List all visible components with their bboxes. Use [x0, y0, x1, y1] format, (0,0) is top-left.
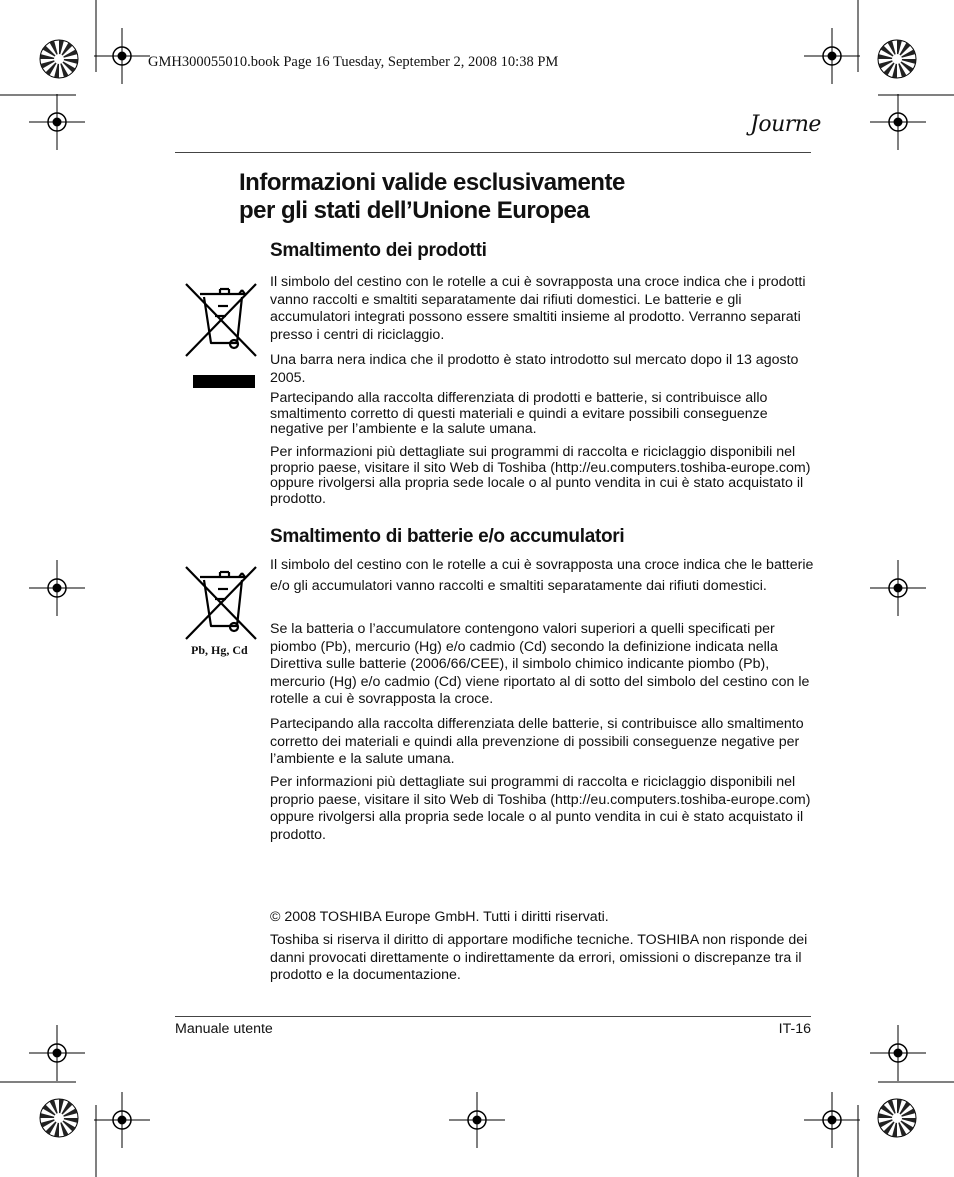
registration-starburst: [40, 1099, 78, 1137]
registration-crosshair: [870, 1025, 926, 1081]
registration-crosshair: [870, 560, 926, 616]
paragraph: Partecipando alla raccolta differenziata delle batterie, si contribuisce allo smaltimento corretto dei materiali e quindi alla prevenzione di possibili conseguenze negative per l’ambiente e la salute umana.: [270, 716, 804, 767]
paragraph: Se la batteria o l’accumulatore contengono valori superiori a quelli specificati per piombo (Pb), mercurio (Hg) e/o cadmio (Cd) secondo la definizione indicata nella Direttiva sulle batterie (2006/66/CEE), il simbolo chimico indicante piombo (Pb), mercurio (Hg) e/o cadmio (Cd) viene riportato al di sotto del simbolo del cestino con le rotelle a cui è sovrapposta la croce.: [270, 621, 810, 707]
registration-starburst: [40, 40, 78, 78]
copyright-notice: © 2008 TOSHIBA Europe GmbH. Tutti i diritti riservati.: [270, 909, 609, 925]
paragraph: Il simbolo del cestino con le rotelle a cui è sovrapposta una croce indica che le batterie e/o gli accumulatori vanno raccolti e smaltiti separatamente dai rifiuti domestici.: [270, 557, 814, 594]
registration-crosshair: [29, 560, 85, 616]
paragraph: Per informazioni più dettagliate sui programmi di raccolta e riciclaggio disponibili nel proprio paese, visitare il sito Web di Toshiba (http://eu.computers.toshiba-europe.com) oppure rivolgersi alla propria sede locale o al punto vendita in cui è stato acquistato il prodotto.: [270, 444, 811, 507]
registration-crosshair: [94, 1092, 150, 1148]
page-title-line-1: Informazioni valide esclusivamente: [239, 169, 625, 196]
section-heading-products: Smaltimento dei prodotti: [270, 240, 487, 261]
registration-crosshair: [29, 94, 85, 150]
crossed-out-wheelie-bin-icon: [182, 563, 262, 643]
disclaimer-text: Toshiba si riserva il diritto di apportare modifiche tecniche. TOSHIBA non risponde dei danni provocati direttamente o indirettamente da errori, omissioni o discrepanze tra il prodotto e la documentazione.: [270, 932, 808, 983]
brand-logo: Journe: [750, 112, 821, 137]
black-bar-marker: [193, 375, 255, 388]
registration-crosshair: [29, 1025, 85, 1081]
registration-crosshair: [870, 94, 926, 150]
registration-crosshair: [804, 1092, 860, 1148]
registration-starburst: [878, 1099, 916, 1137]
registration-crosshair: [449, 1092, 505, 1148]
paragraph: Il simbolo del cestino con le rotelle a cui è sovrapposta una croce indica che i prodotti vanno raccolti e smaltiti separatamente dai rifiuti domestici. Le batterie e gli accumulatori integrati possono essere smaltiti insieme al prodotto. Verranno separati presso i centri di riciclaggio.: [270, 274, 806, 343]
page-title-line-2: per gli stati dell’Unione Europea: [239, 197, 590, 224]
page-title: [239, 169, 799, 225]
crossed-out-wheelie-bin-icon: [182, 280, 262, 360]
paragraph: Una barra nera indica che il prodotto è stato introdotto sul mercato dopo il 13 agosto 2005.: [270, 352, 799, 386]
registration-crosshair: [804, 28, 860, 84]
header-rule: [175, 152, 811, 153]
registration-starburst: [878, 40, 916, 78]
footer-page-number: IT-16: [778, 1021, 811, 1037]
chemical-symbols-label: Pb, Hg, Cd: [191, 643, 248, 657]
paragraph: Partecipando alla raccolta differenziata di prodotti e batterie, si contribuisce allo smaltimento corretto di questi materiali e quindi a evitare possibili conseguenze negative per l’ambiente e la salute umana.: [270, 390, 768, 437]
paragraph: Per informazioni più dettagliate sui programmi di raccolta e riciclaggio disponibili nel proprio paese, visitare il sito Web di Toshiba (http://eu.computers.toshiba-europe.com) oppure rivolgersi alla propria sede locale o al punto vendita in cui è stato acquistato il prodotto.: [270, 774, 811, 843]
section-heading-batteries: Smaltimento di batterie e/o accumulatori: [270, 526, 625, 547]
footer-rule: [175, 1016, 811, 1017]
book-header: GMH300055010.book Page 16 Tuesday, September 2, 2008 10:38 PM: [148, 54, 559, 70]
footer-manual-title: Manuale utente: [175, 1021, 273, 1037]
registration-crosshair: [94, 28, 150, 84]
